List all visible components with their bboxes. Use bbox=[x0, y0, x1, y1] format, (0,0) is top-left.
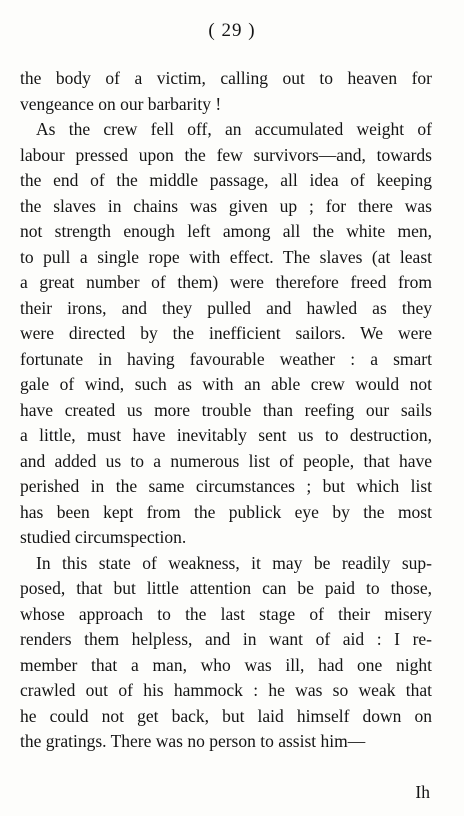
page-number-header: ( 29 ) bbox=[208, 20, 256, 41]
text-line: the gratings. There was no person to assist him— bbox=[20, 731, 366, 751]
paragraph bbox=[20, 66, 432, 117]
text-line: the body of a victim, calling out to heaven for bbox=[20, 68, 432, 88]
text-line: gale of wind, such as with an able crew would not bbox=[20, 374, 432, 394]
catchword: Ih bbox=[415, 782, 430, 802]
text-line: a great number of them) were therefore freed from bbox=[20, 272, 432, 292]
text-line: and added us to a numerous list of people, that have bbox=[20, 450, 432, 471]
text-line: posed, that but little attention can be paid to those, bbox=[20, 578, 432, 598]
text-line: In this state of weakness, it may be readily sup- bbox=[36, 552, 432, 573]
text-line: a little, must have inevitably sent us to destruction, bbox=[20, 425, 432, 445]
text-line: the end of the middle passage, all idea of keeping bbox=[20, 170, 432, 190]
text-line: has been kept from the publick eye by the most bbox=[20, 501, 432, 522]
text-line: the slaves in chains was given up ; for there was bbox=[20, 195, 432, 216]
text-line: whose approach to the last stage of their misery bbox=[20, 603, 432, 624]
text-line: their irons, and they pulled and hawled as they bbox=[20, 297, 432, 318]
text-line: perished in the same circumstances ; but which list bbox=[20, 476, 432, 496]
text-line: crawled out of his hammock : he was so weak that bbox=[20, 680, 432, 700]
text-line: vengeance on our barbarity ! bbox=[20, 93, 222, 114]
text-line: have created us more trouble than reefing our sails bbox=[20, 399, 432, 420]
paragraph bbox=[20, 117, 432, 551]
text-line: As the crew fell off, an accumulated weight of bbox=[36, 119, 432, 139]
text-line: studied circumspection. bbox=[20, 527, 187, 547]
body-text bbox=[20, 66, 432, 755]
text-line: to pull a single rope with effect. The slaves (at least bbox=[20, 246, 432, 267]
text-line: were directed by the inefficient sailors. We were bbox=[20, 323, 432, 343]
text-line: labour pressed upon the few survivors—and, towards bbox=[20, 144, 432, 165]
paragraph bbox=[20, 551, 432, 755]
text-line: he could not get back, but laid himself down on bbox=[20, 705, 432, 726]
text-line: not strength enough left among all the white men, bbox=[20, 221, 432, 241]
text-line: member that a man, who was ill, had one night bbox=[20, 654, 432, 675]
text-line: renders them helpless, and in want of aid : I re- bbox=[20, 629, 432, 649]
text-line: fortunate in having favourable weather : a smart bbox=[20, 348, 432, 369]
